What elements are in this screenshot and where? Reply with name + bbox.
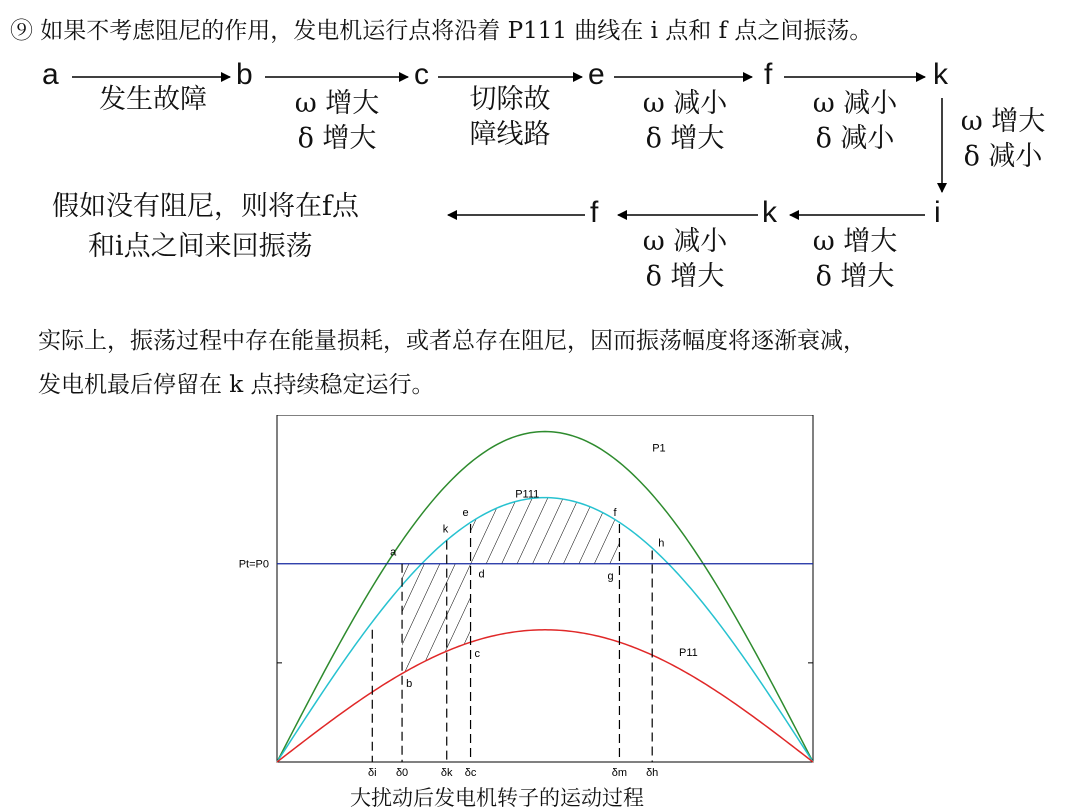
point-label-d: d (478, 568, 485, 581)
point-label-e: e (462, 507, 469, 520)
node-f-return: f (590, 196, 599, 229)
body-paragraph-line-2: 发电机最后停留在 k 点持续稳定运行。 (38, 372, 435, 398)
node-f: f (764, 58, 773, 91)
point-label-g: g (607, 570, 614, 583)
label-f-k: ω 减小 δ 减小 (812, 88, 898, 155)
body-paragraph-line-1: 实际上，振荡过程中存在能量损耗，或者总存在阻尼，因而振荡幅度将逐渐衰减， (38, 328, 866, 354)
intro-paragraph: ⑨ 如果不考虑阻尼的作用，发电机运行点将沿着 P111 曲线在 i 点和 f 点之间振荡。 (10, 18, 873, 44)
node-k-return: k (762, 196, 777, 229)
label-b-c: ω 增大 δ 增大 (294, 88, 380, 155)
conclusion-line-2: 和i点之间来回振荡 (88, 231, 313, 262)
node-b: b (236, 58, 253, 91)
point-label-h: h (658, 537, 665, 550)
acceleration-area (402, 564, 470, 674)
node-i: i (934, 196, 941, 229)
label-k-f: ω 减小 δ 增大 (642, 226, 728, 293)
delta-tick-label: δ0 (395, 767, 409, 779)
delta-tick-label: δm (611, 767, 628, 779)
label-p11: P11 (679, 647, 698, 660)
label-a-b: 发生故障 (99, 84, 207, 115)
node-e: e (588, 58, 605, 91)
point-label-a: a (390, 546, 397, 559)
deceleration-area (471, 498, 620, 564)
curve-p1 (277, 432, 813, 762)
delta-tick-label: δc (464, 767, 477, 779)
load-line-label: Pt=P0 (238, 558, 269, 571)
conclusion-line-1: 假如没有阻尼，则将在f点 (52, 191, 359, 222)
point-label-f: f (613, 507, 617, 520)
plot-frame (277, 415, 813, 762)
delta-tick-label: δh (646, 767, 659, 779)
label-k-i: ω 增大 δ 减小 (960, 106, 1046, 173)
label-c-e: 切除故 障线路 (469, 84, 551, 151)
curve-p11 (277, 630, 813, 762)
label-e-f: ω 减小 δ 增大 (642, 88, 728, 155)
label-p1: P1 (652, 442, 666, 455)
delta-tick-label: δi (367, 767, 377, 779)
figure-caption: 大扰动后发电机转子的运动过程 (350, 786, 644, 810)
node-a: a (42, 58, 59, 91)
delta-tick-label: δk (440, 767, 453, 779)
point-label-b: b (406, 677, 413, 690)
label-p111: P111 (515, 488, 540, 501)
point-label-k: k (442, 523, 449, 536)
power-angle-chart (200, 415, 840, 805)
label-i-k: ω 增大 δ 增大 (812, 226, 898, 293)
node-k: k (933, 58, 948, 91)
point-label-c: c (474, 648, 481, 661)
node-c: c (414, 58, 429, 91)
